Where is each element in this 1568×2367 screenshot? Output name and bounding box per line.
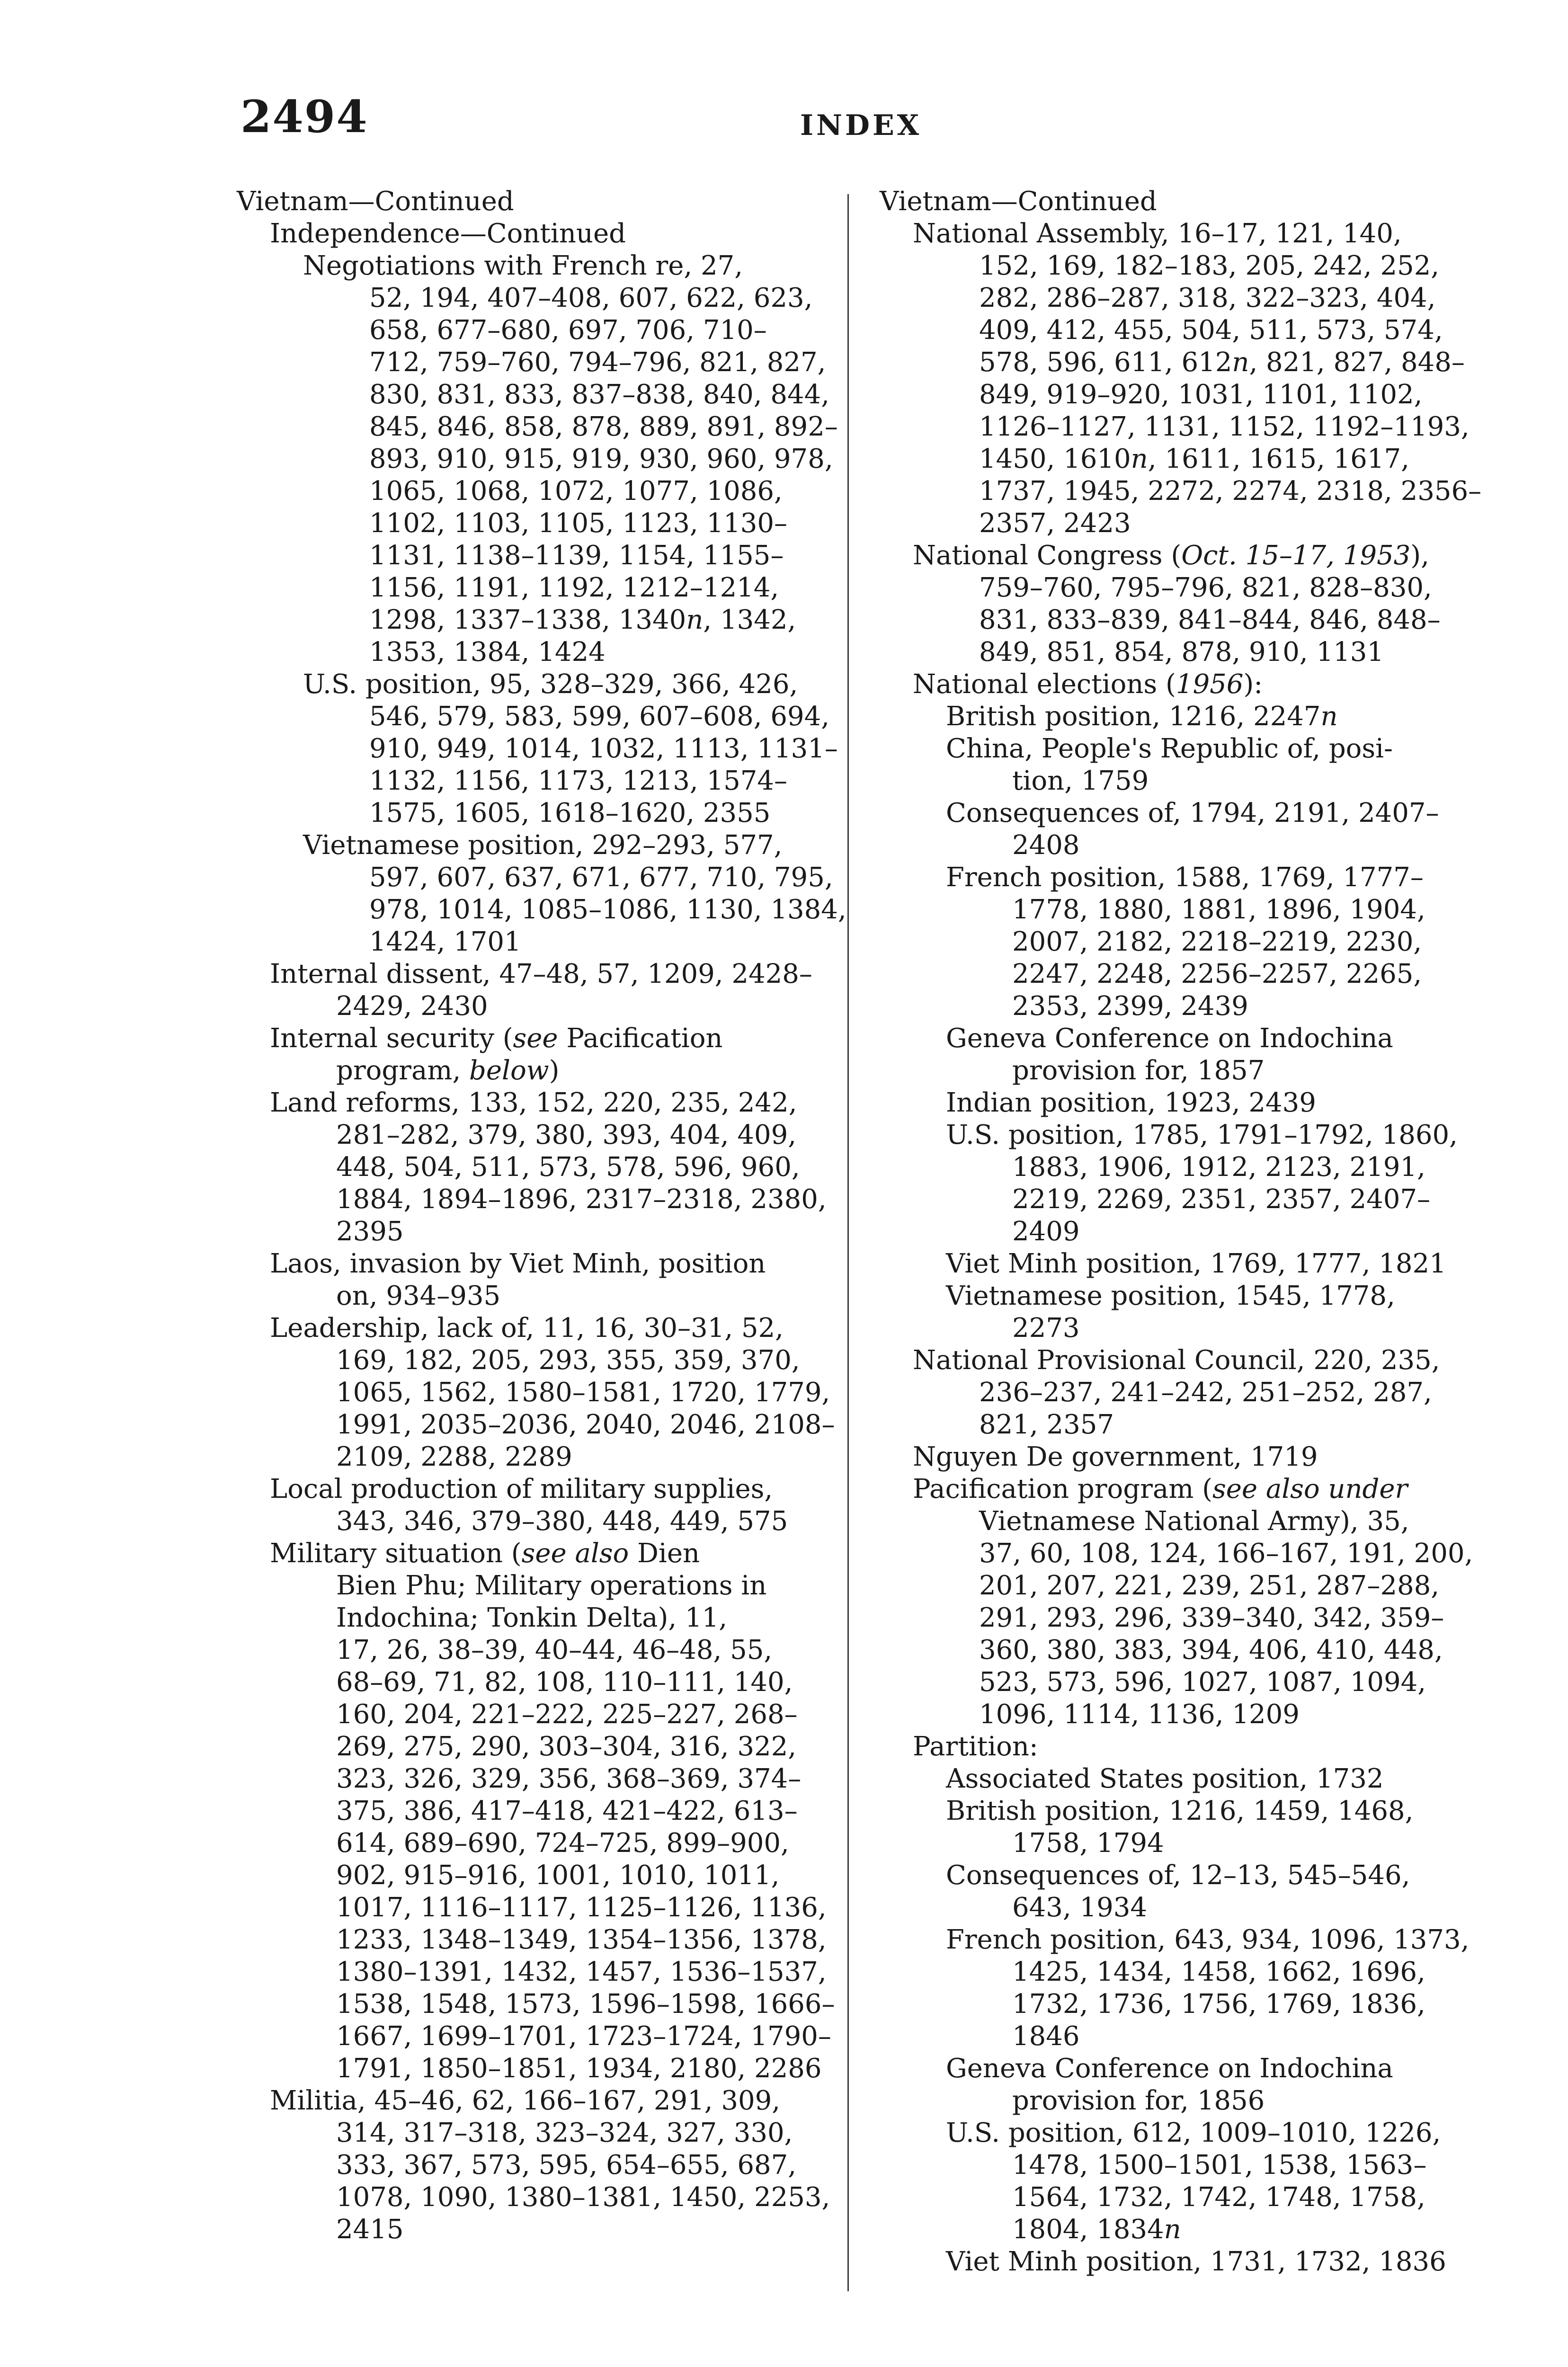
index-line: 1575, 1605, 1618–1620, 2355: [369, 798, 771, 828]
index-line: 2409: [1012, 1216, 1080, 1247]
index-line: 2408: [1012, 830, 1080, 861]
index-line: Vietnamese position, 292–293, 577,: [303, 830, 783, 861]
index-line: French position, 1588, 1769, 1777–: [946, 862, 1424, 893]
index-line: Nguyen De government, 1719: [913, 1442, 1318, 1472]
index-line: 160, 204, 221–222, 225–227, 268–: [336, 1699, 798, 1730]
index-line: National elections (1956):: [913, 669, 1263, 700]
index-line: National Assembly, 16–17, 121, 140,: [913, 218, 1402, 249]
index-line: 1737, 1945, 2272, 2274, 2318, 2356–: [979, 476, 1482, 507]
index-line: 849, 851, 854, 878, 910, 1131: [979, 637, 1384, 667]
index-line: U.S. position, 1785, 1791–1792, 1860,: [946, 1120, 1458, 1150]
index-line: 68–69, 71, 82, 108, 110–111, 140,: [336, 1667, 793, 1698]
index-line: 37, 60, 108, 124, 166–167, 191, 200,: [979, 1538, 1473, 1569]
index-line: Vietnam—Continued: [237, 186, 514, 217]
index-line: 1667, 1699–1701, 1723–1724, 1790–: [336, 2021, 831, 2052]
index-line: Viet Minh position, 1731, 1732, 1836: [946, 2246, 1446, 2277]
index-line: 2353, 2399, 2439: [1012, 991, 1248, 1022]
index-line: 578, 596, 611, 612n, 821, 827, 848–: [979, 347, 1465, 378]
index-line: 17, 26, 38–39, 40–44, 46–48, 55,: [336, 1635, 773, 1665]
index-line: British position, 1216, 1459, 1468,: [946, 1796, 1414, 1826]
index-line: Vietnamese National Army), 35,: [979, 1506, 1409, 1537]
index-line: 1017, 1116–1117, 1125–1126, 1136,: [336, 1892, 827, 1923]
index-line: Laos, invasion by Viet Minh, position: [270, 1248, 766, 1279]
index-line: U.S. position, 612, 1009–1010, 1226,: [946, 2118, 1441, 2148]
index-line: Partition:: [913, 1731, 1038, 1762]
index-line: 1846: [1012, 2021, 1080, 2052]
index-line: 1732, 1736, 1756, 1769, 1836,: [1012, 1989, 1425, 2020]
index-line: 546, 579, 583, 599, 607–608, 694,: [369, 701, 830, 732]
index-line: 1884, 1894–1896, 2317–2318, 2380,: [336, 1184, 827, 1215]
index-line: 1804, 1834n: [1012, 2214, 1181, 2245]
index-line: tion, 1759: [1012, 765, 1149, 796]
index-line: Independence—Continued: [270, 218, 626, 249]
index-line: 2395: [336, 1216, 404, 1247]
index-line: 2273: [1012, 1313, 1080, 1344]
index-line: U.S. position, 95, 328–329, 366, 426,: [303, 669, 798, 700]
index-line: 643, 1934: [1012, 1892, 1148, 1923]
index-line: Indochina; Tonkin Delta), 11,: [336, 1602, 728, 1633]
index-line: 910, 949, 1014, 1032, 1113, 1131–: [369, 733, 838, 764]
index-line: 269, 275, 290, 303–304, 316, 322,: [336, 1731, 797, 1762]
index-line: 978, 1014, 1085–1086, 1130, 1384,: [369, 894, 846, 925]
index-line: 597, 607, 637, 671, 677, 710, 795,: [369, 862, 833, 893]
index-line: 1126–1127, 1131, 1152, 1192–1193,: [979, 411, 1470, 442]
index-line: 845, 846, 858, 878, 889, 891, 892–: [369, 411, 838, 442]
index-line: 759–760, 795–796, 821, 828–830,: [979, 572, 1432, 603]
index-line: 323, 326, 329, 356, 368–369, 374–: [336, 1763, 802, 1794]
index-line: Internal security (see Pacification: [270, 1023, 723, 1054]
index-line: 314, 317–318, 323–324, 327, 330,: [336, 2118, 793, 2148]
index-line: 1778, 1880, 1881, 1896, 1904,: [1012, 894, 1425, 925]
index-line: 2247, 2248, 2256–2257, 2265,: [1012, 959, 1422, 989]
index-line: Pacification program (see also under: [913, 1474, 1408, 1504]
index-line: 830, 831, 833, 837–838, 840, 844,: [369, 379, 830, 410]
index-line: 1380–1391, 1432, 1457, 1536–1537,: [336, 1957, 827, 1987]
index-line: 152, 169, 182–183, 205, 242, 252,: [979, 250, 1440, 281]
index-line: 658, 677–680, 697, 706, 710–: [369, 315, 767, 346]
index-line: Vietnamese position, 1545, 1778,: [946, 1281, 1395, 1311]
index-line: 2429, 2430: [336, 991, 488, 1022]
index-line: Bien Phu; Military operations in: [336, 1570, 767, 1601]
index-line: 1233, 1348–1349, 1354–1356, 1378,: [336, 1924, 827, 1955]
index-line: 1425, 1434, 1458, 1662, 1696,: [1012, 1957, 1425, 1987]
page-number: 2494: [241, 91, 368, 143]
index-line: 1424, 1701: [369, 926, 521, 957]
index-line: 2219, 2269, 2351, 2357, 2407–: [1012, 1184, 1430, 1215]
index-line: 1791, 1850–1851, 1934, 2180, 2286: [336, 2053, 822, 2084]
index-line: 1298, 1337–1338, 1340n, 1342,: [369, 605, 796, 635]
index-line: 1156, 1191, 1192, 1212–1214,: [369, 572, 779, 603]
index-line: 282, 286–287, 318, 322–323, 404,: [979, 283, 1436, 313]
index-line: 712, 759–760, 794–796, 821, 827,: [369, 347, 826, 378]
index-line: 849, 919–920, 1031, 1101, 1102,: [979, 379, 1423, 410]
index-line: Viet Minh position, 1769, 1777, 1821: [946, 1248, 1446, 1279]
index-line: 1758, 1794: [1012, 1828, 1164, 1859]
column-divider: [847, 194, 849, 2291]
index-line: 2109, 2288, 2289: [336, 1442, 572, 1472]
index-line: 831, 833–839, 841–844, 846, 848–: [979, 605, 1441, 635]
index-line: provision for, 1856: [1012, 2085, 1265, 2116]
index-line: 281–282, 379, 380, 393, 404, 409,: [336, 1120, 797, 1150]
index-line: 236–237, 241–242, 251–252, 287,: [979, 1377, 1432, 1408]
index-line: 1065, 1562, 1580–1581, 1720, 1779,: [336, 1377, 830, 1408]
index-line: Geneva Conference on Indochina: [946, 2053, 1393, 2084]
index-line: China, People's Republic of, posi-: [946, 733, 1393, 764]
index-line: Internal dissent, 47–48, 57, 1209, 2428–: [270, 959, 812, 989]
index-line: Geneva Conference on Indochina: [946, 1023, 1393, 1054]
index-line: program, below): [336, 1055, 560, 1086]
index-line: Military situation (see also Dien: [270, 1538, 700, 1569]
index-line: National Congress (Oct. 15–17, 1953),: [913, 540, 1429, 571]
index-line: 201, 207, 221, 239, 251, 287–288,: [979, 1570, 1440, 1601]
index-line: 52, 194, 407–408, 607, 622, 623,: [369, 283, 813, 313]
index-line: 343, 346, 379–380, 448, 449, 575: [336, 1506, 788, 1537]
index-line: Consequences of, 12–13, 545–546,: [946, 1860, 1410, 1891]
index-line: 291, 293, 296, 339–340, 342, 359–: [979, 1602, 1444, 1633]
index-line: Land reforms, 133, 152, 220, 235, 242,: [270, 1087, 797, 1118]
index-line: 2415: [336, 2214, 404, 2245]
index-line: Indian position, 1923, 2439: [946, 1087, 1316, 1118]
index-line: Militia, 45–46, 62, 166–167, 291, 309,: [270, 2085, 780, 2116]
index-line: 1096, 1114, 1136, 1209: [979, 1699, 1300, 1730]
index-line: 375, 386, 417–418, 421–422, 613–: [336, 1796, 798, 1826]
index-line: Leadership, lack of, 11, 16, 30–31, 52,: [270, 1313, 784, 1344]
index-column-left: [237, 186, 852, 2246]
index-line: 902, 915–916, 1001, 1010, 1011,: [336, 1860, 780, 1891]
index-line: Consequences of, 1794, 2191, 2407–: [946, 798, 1439, 828]
index-line: Associated States position, 1732: [946, 1763, 1384, 1794]
index-column-right: [880, 186, 1505, 2278]
index-line: 614, 689–690, 724–725, 899–900,: [336, 1828, 789, 1859]
index-line: 1132, 1156, 1173, 1213, 1574–: [369, 765, 787, 796]
index-line: 821, 2357: [979, 1409, 1114, 1440]
index-line: 409, 412, 455, 504, 511, 573, 574,: [979, 315, 1443, 346]
index-line: Negotiations with French re, 27,: [303, 250, 743, 281]
index-line: 2007, 2182, 2218–2219, 2230,: [1012, 926, 1422, 957]
index-line: British position, 1216, 2247n: [946, 701, 1338, 732]
index-line: 1353, 1384, 1424: [369, 637, 606, 667]
index-line: 1078, 1090, 1380–1381, 1450, 2253,: [336, 2182, 830, 2213]
running-head: INDEX: [800, 109, 922, 142]
index-line: 448, 504, 511, 573, 578, 596, 960,: [336, 1152, 800, 1183]
index-line: Local production of military supplies,: [270, 1474, 773, 1504]
index-line: 1450, 1610n, 1611, 1615, 1617,: [979, 444, 1409, 474]
index-line: on, 934–935: [336, 1281, 501, 1311]
index-line: 1065, 1068, 1072, 1077, 1086,: [369, 476, 783, 507]
index-line: 1991, 2035–2036, 2040, 2046, 2108–: [336, 1409, 835, 1440]
index-line: 360, 380, 383, 394, 406, 410, 448,: [979, 1635, 1443, 1665]
index-line: 1883, 1906, 1912, 2123, 2191,: [1012, 1152, 1425, 1183]
index-line: Vietnam—Continued: [880, 186, 1157, 217]
index-line: 893, 910, 915, 919, 930, 960, 978,: [369, 444, 833, 474]
index-line: provision for, 1857: [1012, 1055, 1265, 1086]
index-line: French position, 643, 934, 1096, 1373,: [946, 1924, 1470, 1955]
index-line: 1538, 1548, 1573, 1596–1598, 1666–: [336, 1989, 835, 2020]
index-line: 1102, 1103, 1105, 1123, 1130–: [369, 508, 787, 539]
index-line: 1131, 1138–1139, 1154, 1155–: [369, 540, 784, 571]
index-line: 1564, 1732, 1742, 1748, 1758,: [1012, 2182, 1425, 2213]
index-line: 169, 182, 205, 293, 355, 359, 370,: [336, 1345, 800, 1376]
index-line: 333, 367, 573, 595, 654–655, 687,: [336, 2150, 797, 2180]
index-line: 1478, 1500–1501, 1538, 1563–: [1012, 2150, 1427, 2180]
index-line: 523, 573, 596, 1027, 1087, 1094,: [979, 1667, 1426, 1698]
index-line: National Provisional Council, 220, 235,: [913, 1345, 1440, 1376]
index-line: 2357, 2423: [979, 508, 1131, 539]
